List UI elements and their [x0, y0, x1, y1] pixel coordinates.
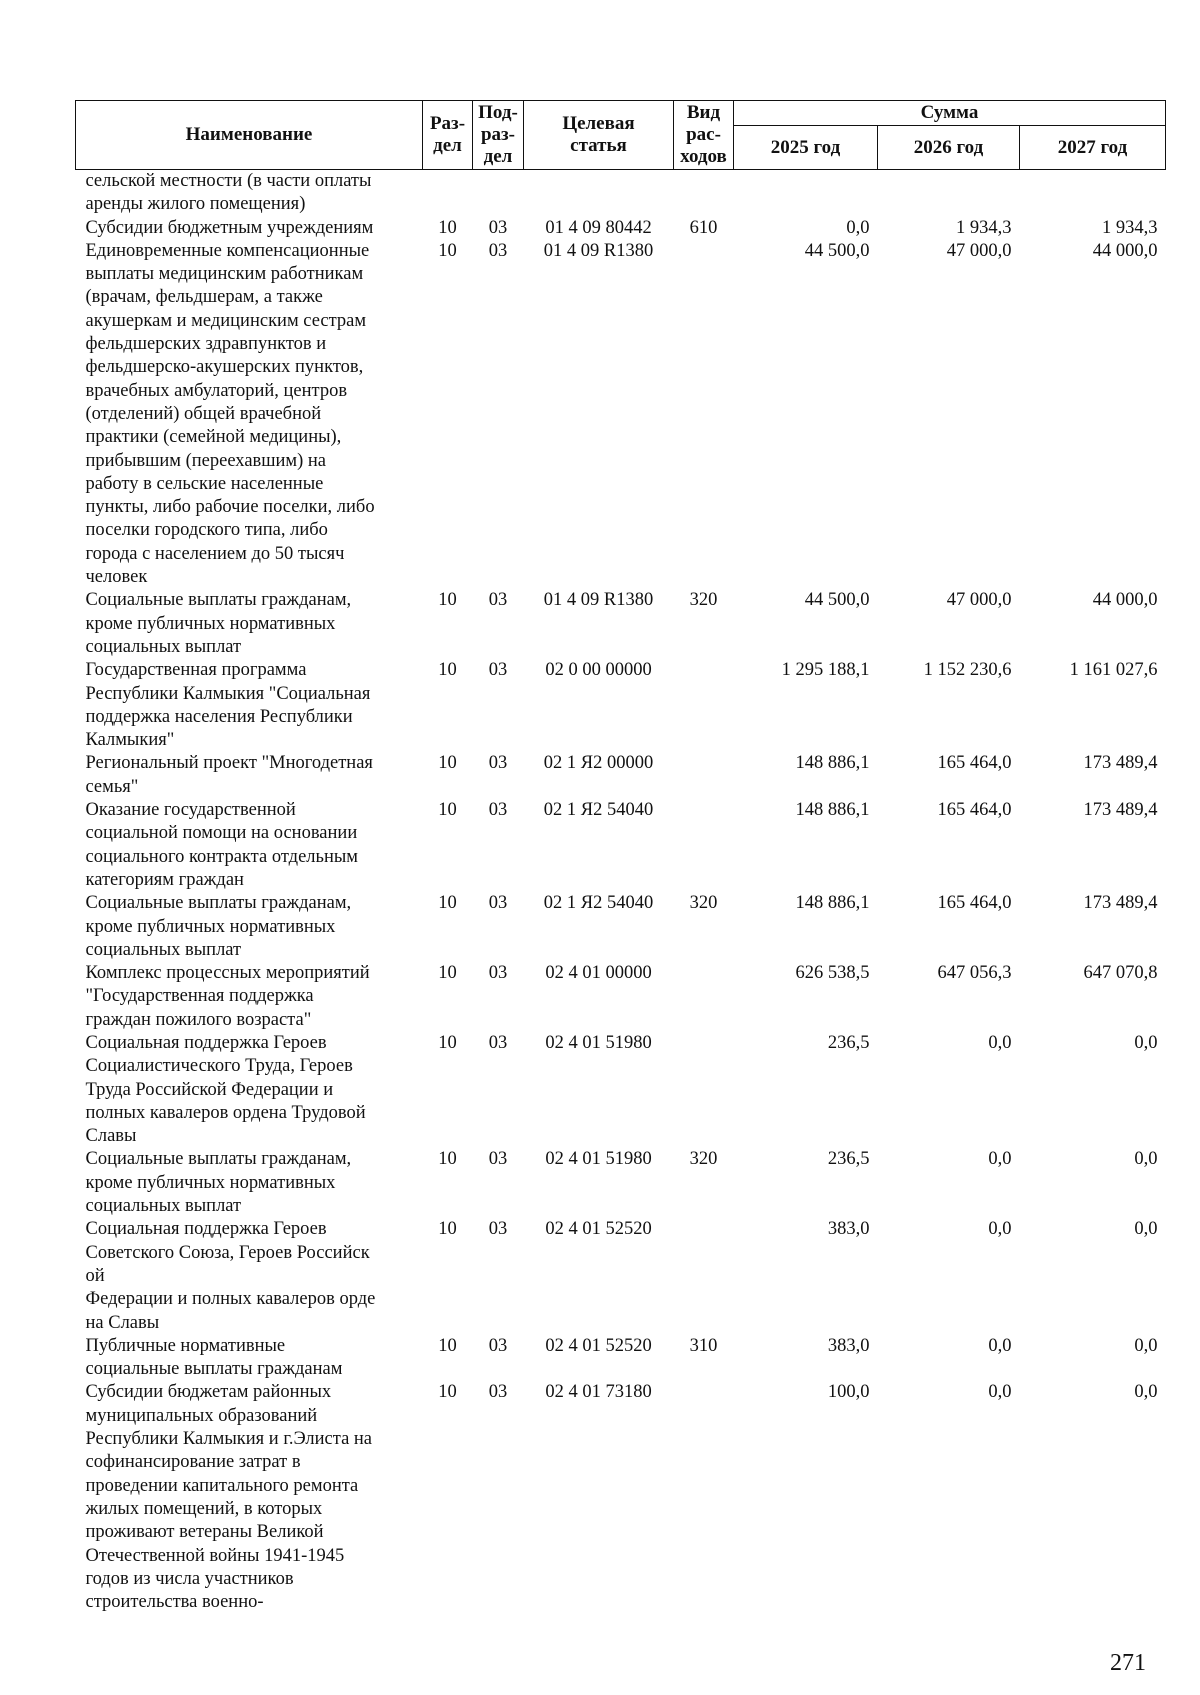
- row-vid: [674, 1218, 734, 1334]
- row-sum-2025: 148 886,1: [795, 893, 870, 914]
- row-target-code: 01 4 09 R1380: [543, 240, 654, 261]
- row-razdel: 10: [438, 1382, 457, 1403]
- row-target-code: 01 4 09 80442: [545, 217, 652, 238]
- row-sum-2027: 0,0: [1134, 1382, 1158, 1403]
- row-sum-2027: 0,0: [1134, 1149, 1158, 1170]
- row-vid: [674, 240, 734, 589]
- row-sum-2025: 236,5: [827, 1032, 870, 1053]
- table-row: [76, 799, 1166, 892]
- row-sum-2027: 44 000,0: [1092, 240, 1158, 261]
- table-row: [76, 217, 1166, 240]
- row-sum-2027: 0,0: [1134, 1219, 1158, 1240]
- row-name: сельской местности (в части оплаты аренды жилого помещения): [85, 171, 372, 215]
- row-target-code: 02 4 01 73180: [545, 1382, 652, 1403]
- row-razdel: 10: [438, 753, 457, 774]
- row-sum-2026: 0,0: [988, 1382, 1012, 1403]
- row-sum-2026: 0,0: [988, 1335, 1012, 1356]
- row-sum-2027: 0,0: [1134, 1335, 1158, 1356]
- row-podrazdel: 03: [488, 1149, 508, 1170]
- row-sum-2025: 44 500,0: [804, 590, 870, 611]
- table-row: [76, 1381, 1166, 1614]
- row-razdel: 10: [438, 1149, 457, 1170]
- table-row: [76, 1032, 1166, 1148]
- row-sum-2027: 1 934,3: [1102, 217, 1158, 238]
- row-name: Единовременные компенсационные выплаты медицинским работникам (врачам, фельдшерам, а также акушеркам и медицинским сестрам фельдшерских здравпунктов и фельдшерско-акушерских пунктов, врачебных амбулаторий, центров (отделений) общей врачебной практики (семейной медицины), прибывшим (переехавшим) на работу в сельские населенные пункты, либо рабочие поселки, либо поселки городского типа, либо города с населением до 50 тысяч человек: [85, 240, 375, 588]
- table-row: [76, 1218, 1166, 1334]
- row-sum-2026: 1 152 230,6: [923, 660, 1012, 681]
- row-vid: 320: [689, 1149, 718, 1170]
- row-name: Региональный проект "Многодетная семья": [85, 753, 373, 797]
- row-sum-2026: 1 934,3: [956, 217, 1012, 238]
- row-podrazdel: 03: [488, 1219, 508, 1240]
- header-year-2025: 2025 год: [734, 126, 878, 170]
- row-name: Комплекс процессных мероприятий "Государственная поддержка граждан пожилого возраста": [85, 963, 370, 1030]
- row-sum-2027: 0,0: [1134, 1032, 1158, 1053]
- row-sum-2026: [878, 170, 1020, 217]
- row-target-code: 02 4 01 51980: [545, 1149, 652, 1170]
- table-row: [76, 962, 1166, 1032]
- row-podrazdel: 03: [488, 753, 508, 774]
- row-razdel: 10: [438, 240, 457, 261]
- table-row: [76, 170, 1166, 217]
- row-name: Социальная поддержка Героев Советского Союза, Героев Российск ой Федерации и полных кавалеров орде на Славы: [85, 1219, 376, 1333]
- row-sum-2027: 647 070,8: [1083, 963, 1158, 984]
- row-name: Социальные выплаты гражданам, кроме публичных нормативных социальных выплат: [85, 590, 352, 657]
- row-sum-2027: 173 489,4: [1083, 800, 1158, 821]
- header-sum: Сумма: [734, 101, 1166, 126]
- header-vid: Вид рас- ходов: [674, 101, 734, 170]
- row-vid: 320: [689, 893, 718, 914]
- row-vid: 610: [689, 217, 718, 238]
- row-target-code: 02 1 Я2 54040: [543, 800, 654, 821]
- row-podrazdel: 03: [488, 217, 508, 238]
- header-target: Целевая статья: [524, 101, 674, 170]
- row-vid: [674, 170, 734, 217]
- budget-table: [75, 100, 1166, 1614]
- row-podrazdel: 03: [488, 1382, 508, 1403]
- row-podrazdel: 03: [488, 1032, 508, 1053]
- row-sum-2026: 0,0: [988, 1149, 1012, 1170]
- row-vid: [674, 1032, 734, 1148]
- document-page: [75, 100, 1165, 1614]
- row-sum-2025: [734, 170, 878, 217]
- row-vid: [674, 799, 734, 892]
- row-sum-2025: 383,0: [827, 1219, 870, 1240]
- table-row: [76, 1148, 1166, 1218]
- table-row: [76, 240, 1166, 589]
- row-sum-2026: 47 000,0: [946, 590, 1012, 611]
- table-row: [76, 1335, 1166, 1382]
- row-sum-2025: 148 886,1: [795, 753, 870, 774]
- row-sum-2025: 236,5: [827, 1149, 870, 1170]
- row-name: Государственная программа Республики Калмыкия "Социальная поддержка населения Республики Калмыкия": [85, 660, 371, 751]
- row-podrazdel: [473, 170, 524, 217]
- row-target-code: 02 4 01 52520: [545, 1219, 652, 1240]
- row-podrazdel: 03: [488, 660, 508, 681]
- header-razdel: Раз- дел: [423, 101, 473, 170]
- header-podrazdel: Под- раз- дел: [473, 101, 524, 170]
- row-sum-2027: [1020, 170, 1166, 217]
- page-number: 271: [1110, 1650, 1146, 1676]
- row-name: Оказание государственной социальной помощи на основании социального контракта отдельным категориям граждан: [85, 800, 358, 890]
- header-year-2026: 2026 год: [878, 126, 1020, 170]
- row-sum-2026: 647 056,3: [937, 963, 1012, 984]
- row-sum-2027: 173 489,4: [1083, 753, 1158, 774]
- row-razdel: 10: [438, 963, 457, 984]
- row-target-code: 02 4 01 51980: [545, 1032, 652, 1053]
- row-sum-2026: 0,0: [988, 1032, 1012, 1053]
- row-sum-2026: 0,0: [988, 1219, 1012, 1240]
- row-vid: [674, 962, 734, 1032]
- row-vid: [674, 659, 734, 752]
- row-vid: 320: [689, 590, 718, 611]
- row-sum-2027: 173 489,4: [1083, 893, 1158, 914]
- row-target-code: 02 1 Я2 00000: [543, 753, 654, 774]
- row-sum-2025: 100,0: [827, 1382, 870, 1403]
- row-target-code: 02 1 Я2 54040: [543, 893, 654, 914]
- row-sum-2026: 165 464,0: [937, 893, 1012, 914]
- row-sum-2026: 47 000,0: [946, 240, 1012, 261]
- row-razdel: 10: [438, 893, 457, 914]
- table-row: [76, 892, 1166, 962]
- row-name: Публичные нормативные социальные выплаты гражданам: [85, 1335, 343, 1380]
- row-razdel: 10: [438, 590, 457, 611]
- row-target-code: 01 4 09 R1380: [543, 590, 654, 611]
- header-name: Наименование: [76, 101, 423, 170]
- row-sum-2025: 148 886,1: [795, 800, 870, 821]
- row-sum-2025: 1 295 188,1: [781, 660, 870, 681]
- row-vid: [674, 752, 734, 799]
- row-sum-2026: 165 464,0: [937, 753, 1012, 774]
- row-podrazdel: 03: [488, 893, 508, 914]
- row-target-code: 02 4 01 00000: [545, 963, 652, 984]
- row-razdel: 10: [438, 1032, 457, 1053]
- row-razdel: 10: [438, 800, 457, 821]
- row-target-code: 02 4 01 52520: [545, 1335, 652, 1356]
- row-podrazdel: 03: [488, 963, 508, 984]
- row-sum-2027: 44 000,0: [1092, 590, 1158, 611]
- row-name: Социальные выплаты гражданам, кроме публичных нормативных социальных выплат: [85, 1149, 352, 1217]
- row-sum-2025: 0,0: [846, 217, 870, 238]
- table-row: [76, 752, 1166, 799]
- row-name: Субсидии бюджетным учреждениям: [85, 217, 374, 238]
- row-target-code: [524, 170, 674, 217]
- row-podrazdel: 03: [488, 590, 508, 611]
- row-target-code: 02 0 00 00000: [545, 660, 652, 681]
- row-name: Социальная поддержка Героев Социалистического Труда, Героев Труда Российской Федерации и полных кавалеров ордена Трудовой Славы: [85, 1032, 366, 1147]
- row-vid: 310: [689, 1335, 718, 1356]
- row-razdel: [423, 170, 473, 217]
- row-name: Субсидии бюджетам районных муниципальных образований Республики Калмыкия и г.Элиста на софинансирование затрат в проведении капитального ремонта жилых помещений, в которых проживают ветераны Великой Отечественной войны 1941-1945 годов из числа участников строительства военно-: [85, 1382, 373, 1613]
- row-razdel: 10: [438, 660, 457, 681]
- row-razdel: 10: [438, 217, 457, 238]
- row-razdel: 10: [438, 1219, 457, 1240]
- row-sum-2025: 383,0: [827, 1335, 870, 1356]
- row-sum-2025: 626 538,5: [795, 963, 870, 984]
- row-podrazdel: 03: [488, 800, 508, 821]
- row-sum-2025: 44 500,0: [804, 240, 870, 261]
- header-year-2027: 2027 год: [1020, 126, 1166, 170]
- table-row: [76, 659, 1166, 752]
- row-podrazdel: 03: [488, 240, 508, 261]
- table-row: [76, 589, 1166, 659]
- row-name: Социальные выплаты гражданам, кроме публичных нормативных социальных выплат: [85, 893, 352, 960]
- row-podrazdel: 03: [488, 1335, 508, 1356]
- row-sum-2026: 165 464,0: [937, 800, 1012, 821]
- row-sum-2027: 1 161 027,6: [1069, 660, 1158, 681]
- row-vid: [674, 1381, 734, 1614]
- row-razdel: 10: [438, 1335, 457, 1356]
